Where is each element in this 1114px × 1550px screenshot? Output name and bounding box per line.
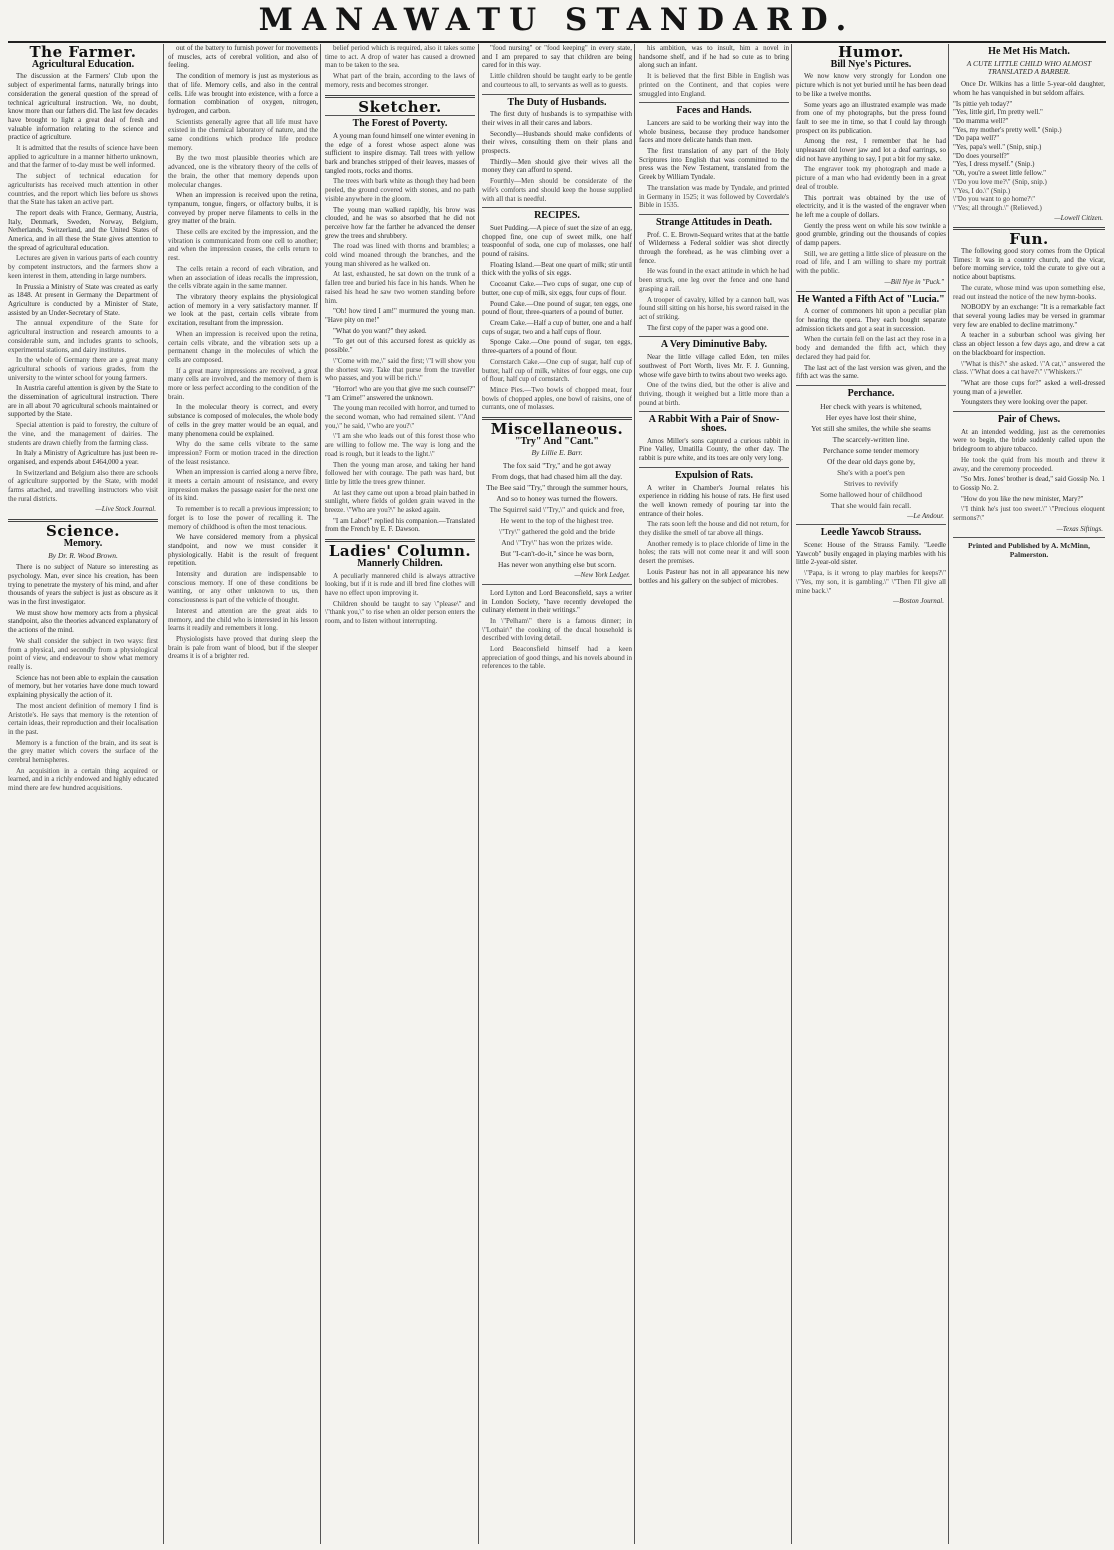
dialogue-line: "Do does yourself?" [953, 151, 1010, 160]
article-paragraph: Prof. C. E. Brown-Sequard writes that at the battle of Wilderness a Federal soldier was shot directly through the forehead, as he was climbing over a fence. [639, 230, 789, 265]
article-paragraph: "Oh! how tired I am!" murmured the young man. "Have pity on me!" [325, 307, 475, 324]
dialogue-line: "Do papa well?" [953, 134, 1000, 143]
article-paragraph: "What are those cups for?" asked a well-dressed young man of a jeweller. [953, 378, 1105, 396]
poem-title-perchance: Perchance. [847, 387, 895, 399]
article-title-he-met-his-match: He Met His Match. [988, 46, 1070, 57]
section-heading-humor: Humor. [838, 44, 904, 61]
column-1: The Farmer. Agricultural Education. The discussion at the Farmers' Club upon the subject of experimental farms, naturally brings into consideration the general question of the spread of technical agricultural instruction. We, no doubt, know more than our fathers did. The last few decades have brought to light a great deal of fresh and valuable information relating to the science and practice of agriculture. It is admitted that the results of science have been applied to agriculture in a manner hitherto unknown, and that the farmer of to-day must be well informed. The subject of technical education for agriculturists has received much attention in other countries, and the report which lies before us shows that the State has taken an active part. The report deals with France, Germany, Austria, Italy, Denmark, Sweden, Norway, Belgium, Netherlands, Switzerland, and the United States of America, and in all these the State gives attention to the spread of agricultural education. Lectures are given in various parts of each country by competent instructors, and the farmers show a keen interest in them, attending in large numbers. In Prussia a Ministry of State was created as early as 1848. At present in Germany the Department of Agriculture is conducted by a Minister of State, assisted by an Under-Secretary of State. The annual expenditure of the State for agricultural instruction and research amounts to a considerable sum, and includes grants to schools, experimental stations, and dairy institutes. In the whole of Germany there are a great many agricultural schools of various grades, from the university to the winter school for young farmers. In Austria careful attention is given by the State to the dissemination of agricultural instruction. There are in all about 70 agricultural schools maintained or supported by the State. Special attention is paid to forestry, the culture of the vine, and the management of dairies. The students are drawn chiefly from the farming class. In Italy a Ministry of Agriculture has just been re-organised, and expends about £464,000 a year. In Switzerland and Belgium also there are schools of agriculture supported by the State, with model farms attached, and travelling instructors who visit the rural districts. —Live Stock Journal. Science. Memory. By Dr. R. Wood Brown. There is no subject of Nature so interesting as psychology. Man, ever since his creation, has been trying to penetrate the mystery of his mind, and after thousands of years the subject is just as obscure as it was in the first investigator. We must show how memory acts from a physical standpoint, also the theories advanced explanatory of the actions of the mind. We shall consider the subject in two ways: first from a physical, and secondly from a physiological point of view, and endeavour to show what memory really is. Science has not been able to explain the causation of memory, but her votaries have done much toward explaining physically the action of it. The most ancient definition of memory I find is Aristotle's. He says that memory is the retention of certain ideas, their reproduction and their localisation in the past. Memory is a function of the brain, and its seat is the grey matter which covers the surface of the cerebral hemispheres. An acquisition in a certain thing acquired or learned, and in a richly endowed and highly educated mind there are few hundred acquisitions. [8, 44, 158, 793]
masthead [0, 0, 1114, 40]
column-5: his ambition, was to insult, him a novel in handsome shelf, and if he had so cute as to bring along such an infant. It is believed that the first Bible in English was printed on the Continent, and that copies were smuggled into England. Faces and Hands. Lancers are said to be working their way into the whole business, because they produce handsomer faces and more delicate hands than men. The first translation of any part of the Holy Scriptures into English that was committed to the press was the New Testament, translated from the Greek by William Tyndale. The translation was made by Tyndale, and printed in Germany in 1525; it was followed by Coverdale's Bible in 1535. Strange Attitudes in Death. Prof. C. E. Brown-Sequard writes that at the battle of Wilderness a Federal soldier was shot directly through the forehead, as he was climbing over a fence. He was found in the exact attitude in which he had been struck, one leg over the fence and one hand grasping a rail. A trooper of cavalry, killed by a cannon ball, was found still sitting on his horse, his sword raised in the act of striking. The first copy of the paper was a good one. A Very Diminutive Baby. Near the little village called Eden, ten miles southwest of Port Worth, lives Mr. F. J. Gunning, whose wife gave birth to twins about two weeks ago. One of the twins died, but the other is alive and thriving, though it weighed but a little more than a pound at birth. A Rabbit With a Pair of Snow-shoes. Amos Miller's sons captured a curious rabbit in Pine Valley, Umatilla County, the other day. The rabbit is pure white, and its toes are only very long. Expulsion of Rats. A writer in Chamber's Journal relates his experience in ridding his house of rats. He first used the well known remedy of pouring tar into the entrance of their holes. The rats soon left the house and did not return, for they dislike the smell of tar above all things. Another remedy is to place chloride of lime in the holes; the rats will not come near it and will soon desert the premises. Louis Pasteur has not in all appearance his new bottles and his gallery on the subject of microbes. [639, 44, 789, 585]
article-paragraph: "To get out of this accursed forest as quickly as possible." [325, 337, 475, 355]
article-title-agricultural-education: Agricultural Education. [31, 58, 135, 70]
article-paragraph: A corner of commoners hit upon a peculiar plan for hearing the opera. They each bought separate admission tickets and got a seat in succession. [796, 307, 946, 333]
article-title-bill-nyes-pictures: Bill Nye's Pictures. [830, 58, 912, 70]
article-byline: By Dr. R. Wood Brown. [48, 550, 118, 560]
article-source: —Texas Siftings. [1056, 524, 1103, 533]
section-heading-farmer: The Farmer. [29, 44, 137, 61]
dialogue-line: "Yes, my mother's pretty well." (Snip.) [953, 125, 1062, 134]
article-paragraph: Some years ago an illustrated example was made from one of my photographs, but the press found fault to see me in time, so that I could lay through prospect on its publication. [796, 100, 946, 135]
article-paragraph: In the molecular theory is correct, and every substance is composed of molecules, the whole body of cells in the grey matter would be an equal, and many phenomena could be explained. [168, 403, 318, 438]
article-paragraph: Near the little village called Eden, ten miles southwest of Port Worth, lives Mr. F. J. Gunning, whose wife gave birth to twins about two weeks ago. [639, 353, 789, 379]
article-subtitle: A CUTE LITTLE CHILD WHO ALMOST TRANSLATED A BARBER. [966, 58, 1092, 77]
article-paragraph: In Austria careful attention is given by the State to the dissemination of agricultural instruction. There are in all about 70 agricultural schools maintained or supported by the State. [8, 384, 158, 419]
article-paragraph: Secondly—Husbands should make confidents of their wives, consulting them on their plans and prospects. [482, 129, 632, 156]
article-source: —Live Stock Journal. [95, 505, 156, 514]
poem-line: Has never won anything else but scorn. [497, 560, 617, 570]
article-title-duty-of-husbands: The Duty of Husbands. [507, 96, 607, 108]
article-paragraph: Science has not been able to explain the causation of memory, but her votaries have done much toward explaining physically the action of it. [8, 673, 158, 700]
article-paragraph: Thirdly—Men should give their wives all the money they can afford to spend. [482, 157, 632, 175]
poem-title-try-and-cant: "Try" And "Cant." [515, 435, 599, 447]
article-paragraph: "What do you want?" they asked. [333, 326, 427, 335]
article-paragraph: The discussion at the Farmers' Club upon the subject of experimental farms, naturally brings into consideration the general question of the spread of technical agricultural instruction. We, no doubt, know more than our fathers did. The last few decades have brought to light a great deal of fresh and valuable information relating to the science and practice of agriculture. [8, 72, 158, 142]
article-title-expulsion-of-rats: Expulsion of Rats. [674, 469, 754, 481]
section-heading-science: Science. [45, 522, 120, 541]
column-4: "food nursing" or "food keeping" in every state, and I am prepared to say that children are being cared for in this way. Little children should be taught early to be gentle and courteous to all, to servants as well as to guests. The Duty of Husbands. The first duty of husbands is to sympathise with their wives in all their cares and labors. Secondly—Husbands should make confidents of their wives, consulting them on their plans and prospects. Thirdly—Men should give their wives all the money they can afford to spend. Fourthly—Men should be considerate of the wife's comforts and should keep the house supplied with all that is needful. RECIPES. Suet Pudding.—A piece of suet the size of an egg, chopped fine, one cup of sweet milk, one half teaspoonful of soda, one cup of molasses, one half pound of raisins. Floating Island.—Beat one quart of milk; stir until thick with the yolks of six eggs. Cocoanut Cake.—Two cups of sugar, one cup of butter, one cup of milk, six eggs, four cups of flour. Pound Cake.—One pound of sugar, ten eggs, one pound of flour, three-quarters of a pound of butter. Cream Cake.—Half a cup of butter, one and a half cups of sugar, two and a half cups of flour. Sponge Cake.—One pound of sugar, ten eggs, three-quarters of a pound of flour. Cornstarch Cake.—One cup of sugar, half cup of butter, half cup of milk, whites of four eggs, one cup of flour, half cup of cornstarch. Mince Pies.—Two bowls of chopped meat, four bowls of chopped apples, one bowl of raisins, one of currants, one of molasses. Miscellaneous. "Try" And "Cant." By Lillie E. Barr. The fox said "Try," and he got away From dogs, that had chased him all the day. The Bee said "Try," through the summer hours, And so to honey was turned the flowers. The Squirrel said \"Try,\" and quick and free, He went to the top of the highest tree. \"Try\" gathered the gold and the bride And \"Try\" has won the prizes wide. But "I-can't-do-it," since he was born, Has never won anything else but scorn. —New York Ledger. Lord Lytton and Lord Beaconsfield, says a writer in London Society, "have recently developed the culinary element in their writings." In \"Pelham\" there is a famous dinner; in \"Lothair\" the cooking of the ducal household is described with loving detail. Lord Beaconsfield himself had a keen appreciation of good things, and his novels abound in references to the table. [482, 44, 632, 671]
article-paragraph: The first duty of husbands is to sympathise with their wives in all their cares and labors. [482, 110, 632, 127]
article-title-leedle-yawcob: Leedle Yawcob Strauss. [820, 527, 922, 539]
article-title-strange-attitudes: Strange Attitudes in Death. [655, 216, 773, 228]
recipe-item: Floating Island.—Beat one quart of milk; stir until thick with the yolks of six eggs. [482, 260, 632, 278]
article-paragraph: We have considered memory from a physical standpoint, and now we must consider it physiologically. Habit is the result of frequent repetition. [168, 533, 318, 568]
article-paragraph: The young man walked rapidly, his brow was clouded, and he was so absorbed that he did not perceive how far the farther he advanced the denser grew the trees and shrubbery. [325, 205, 475, 240]
poem-line: But "I-can't-do-it," since he was born, [500, 549, 614, 559]
article-paragraph: When an impression is received upon the retina, tympanum, tongue, fingers, or olfactory bulbs, it is conveyed by proper nerve filaments to cells in the grey matter of the brain. [168, 191, 318, 226]
article-paragraph: The following good story comes from the Optical Times: It was in a country church, and the vicar, before morning service, told the curate to give out a notice about baptisms. [953, 247, 1105, 282]
article-paragraph: We now know very strongly for London one picture which is not yet buried until he has been dead to be like a twelve months. [796, 72, 946, 98]
article-title-pair-of-chews: Pair of Chews. [997, 414, 1061, 426]
printer-imprint: Printed and Published by A. McMinn, Palmerston. [968, 541, 1090, 560]
article-title-faces-and-hands: Faces and Hands. [676, 105, 752, 117]
article-paragraph: The report deals with France, Germany, Austria, Italy, Denmark, Sweden, Norway, Belgium, Netherlands, Switzerland, and the United States of America, and in all these the State gives attention to the spread of agricultural education. [8, 208, 158, 252]
recipe-item: Suet Pudding.—A piece of suet the size of an egg, chopped fine, one cup of sweet milk, one half teaspoonful of soda, one cup of molasses, one half pound of raisins. [482, 223, 632, 259]
article-paragraph: A teacher in a suburban school was giving her class an object lesson a few days ago, and drew a cat on the blackboard for inspection. [953, 331, 1105, 357]
section-heading-fun: Fun. [1009, 230, 1049, 249]
article-paragraph: Louis Pasteur has not in all appearance his new bottles and his gallery on the subject of microbes. [639, 567, 789, 585]
newspaper-columns [8, 44, 1106, 1544]
article-paragraph: At an intended wedding, just as the ceremonies were to begin, the bride suddenly called upon the bridegroom to abjure tobacco. [953, 427, 1105, 454]
dialogue-line: "Yes, I dress myself." (Snip.) [953, 160, 1035, 169]
article-paragraph: The first translation of any part of the Holy Scriptures into English that was committed to the press was the New Testament, translated from the Greek by William Tyndale. [639, 147, 789, 182]
recipe-item: Cream Cake.—Half a cup of butter, one and a half cups of sugar, two and a half cups of flour. [482, 318, 632, 336]
poem-line: The Bee said "Try," through the summer hours, [486, 483, 628, 493]
article-paragraph: We must show how memory acts from a physical standpoint, also the theories advanced explanatory of the actions of the mind. [8, 608, 158, 635]
section-heading-sketcher: Sketcher. [358, 97, 442, 116]
article-paragraph: A writer in Chamber's Journal relates his experience in ridding his house of rats. He first used the well known remedy of pouring tar into the entrance of their holes. [639, 483, 789, 518]
poem-line: Her eyes have lost their shine, [825, 412, 917, 422]
article-paragraph: The condition of memory is just as mysterious as that of life. Memory cells, and also in the central cells. Life was brought into existence, with a force a formation combination of oxygen, nitrogen, hydrogen, and carbon. [168, 72, 318, 115]
poem-line: Perchance some tender memory [822, 445, 919, 455]
poem-source: —Le Andour. [907, 511, 944, 520]
article-paragraph: The vibratory theory explains the physiological action of memory in a very satisfactory manner. If we look at the past, certain cells vibrate from excitation, resultant from the impression. [168, 292, 318, 328]
article-paragraph: Gently the press went on while his sow twinkle a good grumble, grinding out the thousands of copies of damp papers. [796, 221, 946, 248]
article-paragraph: Scene: House of the Strauss Family. "Leedle Yawcob" busily engaged in playing marbles with his little 2-year-old sister. [796, 541, 946, 567]
article-source: —Bill Nye in "Puck." [884, 277, 944, 286]
article-paragraph: Lancers are said to be working their way into the whole business, because they produce handsomer faces and more delicate hands than men. [639, 118, 789, 145]
poem-line: The scarcely-written line. [832, 434, 910, 444]
article-paragraph: Amos Miller's sons captured a curious rabbit in Pine Valley, Umatilla County, the other day. The rabbit is pure white, and its toes are only very long. [639, 436, 789, 463]
poem-byline: By Lillie E. Barr. [531, 448, 583, 458]
poem-line: Of the dear old days gone by, [826, 456, 916, 466]
article-paragraph: "So Mrs. Jones' brother is dead," said Gossip No. 1 to Gossip No. 2. [953, 475, 1105, 492]
dialogue-line: "Yes, little girl, I'm pretty well." [953, 108, 1043, 117]
dialogue-line: "Yes, papa's well." (Snip, snip.) [953, 143, 1042, 152]
article-paragraph: There is no subject of Nature so interesting as psychology. Man, ever since his creation, has been trying to penetrate the mystery of his mind, and after thousands of years the subject is just as obscure as it was in the first investigator. [8, 563, 158, 607]
article-paragraph: out of the battery to furnish power for movements of muscles, acts of cerebral volition, and also of feeling. [168, 44, 318, 70]
recipe-item: Cocoanut Cake.—Two cups of sugar, one cup of butter, one cup of milk, six eggs, four cups of flour. [482, 280, 632, 297]
article-paragraph: Youngsters they were looking over the paper. [961, 398, 1088, 407]
article-title-memory: Memory. [63, 537, 103, 549]
article-title-fifth-act-lucia: He Wanted a Fifth Act of "Lucia." [797, 293, 945, 305]
article-paragraph: In Prussia a Ministry of State was created as early as 1848. At present in Germany the Department of Agriculture is conducted by a Minister of State, assisted by an Under-Secretary of State. [8, 282, 158, 317]
article-source: —Lowell Citizen. [1054, 213, 1103, 222]
poem-source: —New York Ledger. [574, 571, 630, 580]
column-7: He Met His Match. A CUTE LITTLE CHILD WHO ALMOST TRANSLATED A BARBER. Once Dr. Wilkins has a little 5-year-old daughter, whom he has vanquished in but seldom affairs. "Is pittie yeh today?" "Yes, little girl, I'm pretty well." "Do mamma well?" "Yes, my mother's pretty well." (Snip.) "Do papa well?" "Yes, papa's well." (Snip, snip.) "Do does yourself?" "Yes, I dress myself." (Snip.) "Oh, you're a sweet little fellow." \"Do you love me?\" (Snip, snip.) \"Yes, I do.\" (Snip.) \"Do you want to go home?\" \"Yes; all through.\" (Relieved.) —Lowell Citizen. Fun. The following good story comes from the Optical Times: It was in a country church, and the vicar, before morning service, told the curate to give out a notice about baptisms. The curate, whose mind was upon something else, read out instead the notice of the new hymn-books. NOBODY by an exchange: "It is a remarkable fact that several young ladies may be versed in grammar very few are enabled to decline matrimony." A teacher in a suburban school was giving her class an object lesson a few days ago, and drew a cat on the blackboard for inspection. \"What is this?\" she asked. \"A cat,\" answered the class. \"What does a cat have?\" \"Whiskers.\" "What are those cups for?" asked a well-dressed young man of a jeweller. Youngsters they were looking over the paper. Pair of Chews. At an intended wedding, just as the ceremonies were to begin, the bride suddenly called upon the bridegroom to abjure tobacco. He took the quid from his mouth and threw it away, and the ceremony proceeded. "So Mrs. Jones' brother is dead," said Gossip No. 1 to Gossip No. 2. "How do you like the new minister, Mary?" \"I think he's just too sweet.\" \"Precious eloquent sermons?\" —Texas Siftings. Printed and Published by A. McMinn, Palmerston. [953, 46, 1105, 560]
column-6: Humor. Bill Nye's Pictures. We now know very strongly for London one picture which is not yet buried until he has been dead to be like a twelve months. Some years ago an illustrated example was made from one of my photographs, but the press found fault to see me in time, so that I could lay through prospect on its publication. Among the rest, I remember that he had unpleasant old lower jaw and lot a deaf earrings, so did not have anything to say, I put a bit for my sake. The engraver took my photograph and made a picture of a man who had evidently been in a great deal of trouble. This portrait was obtained by the use of electricity, and it is the wasted of the engraver when he left me a couple of dollars. Gently the press went on while his sow twinkle a good grumble, grinding out the thousands of copies of damp papers. Still, we are getting a little slice of pleasure on the road of life, and I am willing to share my portrait with the public. —Bill Nye in "Puck." He Wanted a Fifth Act of "Lucia." A corner of commoners hit upon a peculiar plan for hearing the opera. They each bought separate admission tickets and got a seat in succession. When the curtain fell on the last act they rose in a body and demanded the fifth act, which they declared they had paid for. The last act of the last version was given, and the fifth act was the same. Perchance. Her check with years is whitened, Her eyes have lost their shine, Yet still she smiles, the while she seams The scarcely-written line. Perchance some tender memory Of the dear old days gone by, She's with a poet's pen Strives to revivify Some hallowed hour of childhood That she would fain recall. —Le Andour. Leedle Yawcob Strauss. Scene: House of the Strauss Family. "Leedle Yawcob" busily engaged in playing marbles with his little 2-year-old sister. \"Papa, is it wrong to play marbles for keeps?\" \"Yes, my son, it is gambling.\" \"Then I'll give all mine back.\" —Boston Journal. [796, 44, 946, 606]
recipe-item: Sponge Cake.—One pound of sugar, ten eggs, three-quarters of a pound of flour. [482, 338, 632, 356]
article-paragraph: "How do you like the new minister, Mary?" [961, 494, 1084, 503]
article-paragraph: The first copy of the paper was a good one. [647, 323, 769, 332]
article-paragraph: Among the rest, I remember that he had unpleasant old lower jaw and lot a deaf earrings, so did not have anything to say, I put a bit for my sake. [796, 137, 946, 163]
article-paragraph: Once Dr. Wilkins has a little 5-year-old daughter, whom he has vanquished in but seldom affairs. [953, 80, 1105, 97]
poem-line: Yet still she smiles, the while she seams [811, 423, 931, 433]
dialogue-line: "Oh, you're a sweet little fellow." [953, 169, 1047, 178]
newspaper-title: MANAWATU STANDARD. [258, 2, 856, 38]
article-paragraph: his ambition, was to insult, him a novel in handsome shelf, and if he had so cute as to bring along such an infant. [639, 44, 789, 70]
article-paragraph: NOBODY by an exchange: "It is a remarkable fact that several young ladies may be versed in grammar very few are enabled to decline matrimony." [953, 303, 1105, 329]
poem-line: And so to honey was turned the flowers. [496, 494, 618, 504]
poem-line: Her check with years is whitened, [820, 401, 922, 411]
article-title-forest-of-poverty: The Forest of Poverty. [352, 118, 448, 130]
dialogue-line: "Is pittie yeh today?" [953, 99, 1013, 108]
poem-line: The fox said "Try," and he got away [502, 461, 612, 471]
article-title-diminutive-baby: A Very Diminutive Baby. [660, 339, 768, 351]
article-paragraph: This portrait was obtained by the use of electricity, and it is the wasted of the engraver when he left me a couple of dollars. [796, 193, 946, 219]
column-2: out of the battery to furnish power for movements of muscles, acts of cerebral volition, and also of feeling. The condition of memory is just as mysterious as that of life. Memory cells, and also in the central cells. Life was brought into existence, with a force a formation combination of oxygen, nitrogen, hydrogen, and carbon. Scientists generally agree that all life must have existed in the chemical laboratory of nature, and the same conditions which produce life produce memory. By the two most plausible theories which are advanced, one is the vibratory theory of the cells of the brain, the other that memory depends upon molecular changes. When an impression is received upon the retina, tympanum, tongue, fingers, or olfactory bulbs, it is conveyed by proper nerve filaments to cells in the grey matter of the brain. These cells are excited by the impression, and the vibration is communicated from one cell to another; and when the impression ceases, the cells return to rest. The cells retain a record of each vibration, and when an association of ideas recalls the impression, the cells vibrate again in the same manner. The vibratory theory explains the physiological action of memory in a very satisfactory manner. If we look at the past, certain cells vibrate from excitation, resultant from the impression. When an impression is received upon the retina, certain cells vibrate, and the vibration sets up a permanent change in the molecules of which the cells are composed. If a great many impressions are received, a great many cells are involved, and the memory of them is more or less perfect according to the condition of the brain. In the molecular theory is correct, and every substance is composed of molecules, the whole body of cells in the grey matter would be an equal, and many phenomena could be explained. Why do the same cells vibrate to the same impression? Form or motion traced in the direction of the least resistance. When an impression is carried along a nerve fibre, it meets a certain amount of resistance, and every impression makes the passage easier for the next one of its kind. To remember is to recall a previous impression; to forget is to lose the power of recalling it. The memory of childhood is often the most tenacious. We have considered memory from a physical standpoint, and now we must consider it physiologically. Habit is the result of frequent repetition. Intensity and duration are indispensable to conscious memory. If one of these conditions be wanting, or any other unknown to us, then consciousness is part of the vehicle of thought. Interest and attention are the great aids to memory, and the child who is interested in his lesson learns it readily and remembers it long. Physiologists have proved that during sleep the brain is pale from want of blood, but if the sleeper dreams it is of a brighter red. [168, 44, 318, 661]
poem-line: From dogs, that had chased him all the day. [491, 472, 623, 482]
dialogue-line: "Do mamma well?" [953, 116, 1009, 125]
article-title-rabbit-snowshoes: A Rabbit With a Pair of Snow-shoes. [648, 414, 780, 435]
article-paragraph: The last act of the last version was given, and the fifth act was the same. [796, 363, 946, 381]
article-paragraph: A young man found himself one winter evening in the edge of a forest whose aspect alone was sufficient to inspire dismay. Tall trees with yellow bark and branches stripped of their leaves, masses of tangled roots, rocks and thorns. [325, 131, 475, 175]
article-paragraph: "I am Labor!" replied his companion.—Translated from the French by E. F. Dawson. [325, 516, 475, 534]
recipe-item: Pound Cake.—One pound of sugar, ten eggs, one pound of flour, three-quarters of a pound of butter. [482, 299, 632, 317]
section-heading-miscellaneous: Miscellaneous. [490, 420, 624, 439]
article-paragraph: "food nursing" or "food keeping" in every state, and I am prepared to say that children are being cared for in this way. [482, 44, 632, 70]
article-paragraph: Lord Lytton and Lord Beaconsfield, says a writer in London Society, "have recently developed the culinary element in their writings." [482, 588, 632, 615]
article-paragraph: "Horror! who are you that give me such counsel?" "I am Crime!" answered the unknown. [325, 384, 475, 402]
article-paragraph: In Italy a Ministry of Agriculture has just been re-organised, and expends about £464,000 a year. [8, 449, 158, 466]
article-title-recipes: RECIPES. [534, 210, 580, 222]
article-source: —Boston Journal. [893, 597, 944, 606]
column-3: belief period which is required, also it takes some time to act. A drop of water has caused a drowned man to be taken to the sea. What part of the brain, according to the laws of memory, rests and becomes stronger. Sketcher. The Forest of Poverty. A young man found himself one winter evening in the edge of a forest whose aspect alone was sufficient to inspire dismay. Tall trees with yellow bark and branches stripped of their leaves, masses of tangled roots, rocks and thorns. The trees with bark white as though they had been peeled, the ground covered with stones, and no path visible anywhere in the gloom. The young man walked rapidly, his brow was clouded, and he was so absorbed that he did not perceive how far the farther he advanced the denser grew the trees and shrubbery. The road was lined with thorns and brambles; a cold wind moaned through the branches, and the young man shivered as he walked on. At last, exhausted, he sat down on the trunk of a fallen tree and buried his face in his hands. When he raised his head he saw two women standing before him. "Oh! how tired I am!" murmured the young man. "Have pity on me!" "What do you want?" they asked. "To get out of this accursed forest as quickly as possible." \"Come with me,\" said the first; \"I will show you the shortest way. Take that purse from the traveller who passes, and you will be rich.\" "Horror! who are you that give me such counsel?" "I am Crime!" answered the unknown. The young man recoiled with horror, and turned to the second woman, who had remained silent. \"And you,\" he said, \"who are you?\" \"I am she who leads out of this forest those who are willing to follow me. The way is long and the road is rough, but it leads to the light.\" Then the young man arose, and taking her hand followed her with courage. The path was hard, but little by little the trees grew thinner. At last they came out upon a broad plain bathed in sunlight, where fields of golden grain waved in the breeze. \"Who are you?\" he asked again. "I am Labor!" replied his companion.—Translated from the French by E. F. Dawson. Ladies' Column. Mannerly Children. A peculiarly mannered child is always attractive looking, but if it is rude and ill bred fine clothes will have no effect upon improving it. Children should be taught to say \"please\" and \"thank you,\" to rise when an older person enters the room, and to listen without interrupting. [325, 44, 475, 626]
